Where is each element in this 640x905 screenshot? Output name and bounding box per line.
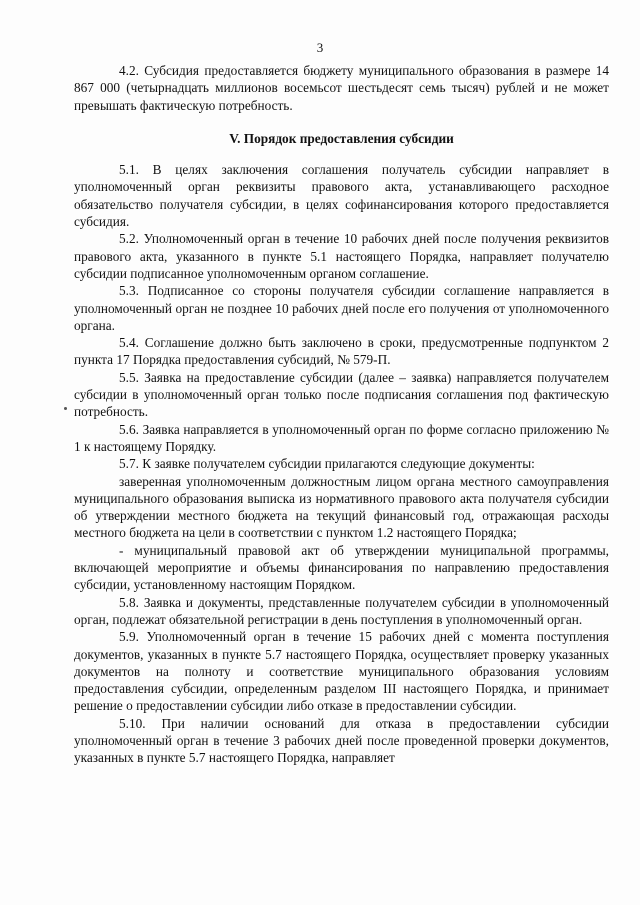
paragraph-5-8: 5.8. Заявка и документы, представленные получателем субсидии в уполномоченный орган, подлежат обязательной регистрации в день поступления в уполномоченный орган. [74,594,609,627]
list-item-municipal-act: - муниципальный правовой акт об утверждении муниципальной программы, включающей мероприятие и объемы финансирования по направлению предоставления субсидии, установленному настоящим Порядком. [74,542,609,593]
list-item-budget-extract: заверенная уполномоченным должностным лицом органа местного самоуправления муниципального образования выписка из нормативного правового акта получателя субсидии об утверждении местного бюджета на текущий финансовый год, отражающая расходы местного бюджета на цели в соответствии с пунктом 1.2 настоящего Порядка; [74,473,609,541]
paragraph-5-3: 5.3. Подписанное со стороны получателя субсидии соглашение направляется в уполномоченный орган не позднее 10 рабочих дней после его получения от уполномоченного органа. [74,283,609,333]
paragraph-5-1: 5.1. В целях заключения соглашения получатель субсидии направляет в уполномоченный орган реквизиты правового акта, устанавливающего расходное обязательство получателя субсидии, в целях софинансирования которого предоставляется субсидия. [74,162,609,230]
paragraph-5-10: 5.10. При наличии оснований для отказа в предоставлении субсидии уполномоченный орган в течение 3 рабочих дней после проведенной проверки документов, указанных в пункте 5.7 настоящего Порядка, направляет [74,715,609,766]
section-heading: V. Порядок предоставления субсидии [229,130,454,146]
paragraph-4-2: 4.2. Субсидия предоставляется бюджету муниципального образования в размере 14 867 000 (четырнадцать миллионов восемьсот шестьдесят семь тысяч) рублей и не может превышать фактическую потребность. [74,63,609,113]
paragraph-5-5: 5.5. Заявка на предоставление субсидии (далее – заявка) направляется получателем субсидии в уполномоченный орган только после подписания соглашения под фактическую потребность. [74,369,609,420]
paragraph-5-4: 5.4. Соглашение должно быть заключено в сроки, предусмотренные подпунктом 2 пункта 17 Порядка предоставления субсидий, № 579-П. [74,335,609,368]
paragraph-5-2: 5.2. Уполномоченный орган в течение 10 рабочих дней после получения реквизитов правового акта, указанного в пункте 5.1 настоящего Порядка, направляет получателю субсидии подписанное уполномоченным органом соглашение. [74,231,609,281]
paragraph-5-7: 5.7. К заявке получателем субсидии прилагаются следующие документы: [119,456,535,472]
paragraph-5-9: 5.9. Уполномоченный орган в течение 15 рабочих дней с момента поступления документов, указанных в пункте 5.7 настоящего Порядка, осуществляет проверку указанных документов на полноту и соответствие муниципального образования условиям предоставления субсидии, определенным разделом III настоящего Порядка, и принимает решение о предоставлении субсидии либо отказе в предоставлении субсидии. [74,629,609,714]
scan-speck [64,407,67,410]
page-number: 3 [316,40,324,55]
document-body [74,62,609,767]
paragraph-5-6: 5.6. Заявка направляется в уполномоченный орган по форме согласно приложению № 1 к настоящему Порядку. [74,421,609,454]
